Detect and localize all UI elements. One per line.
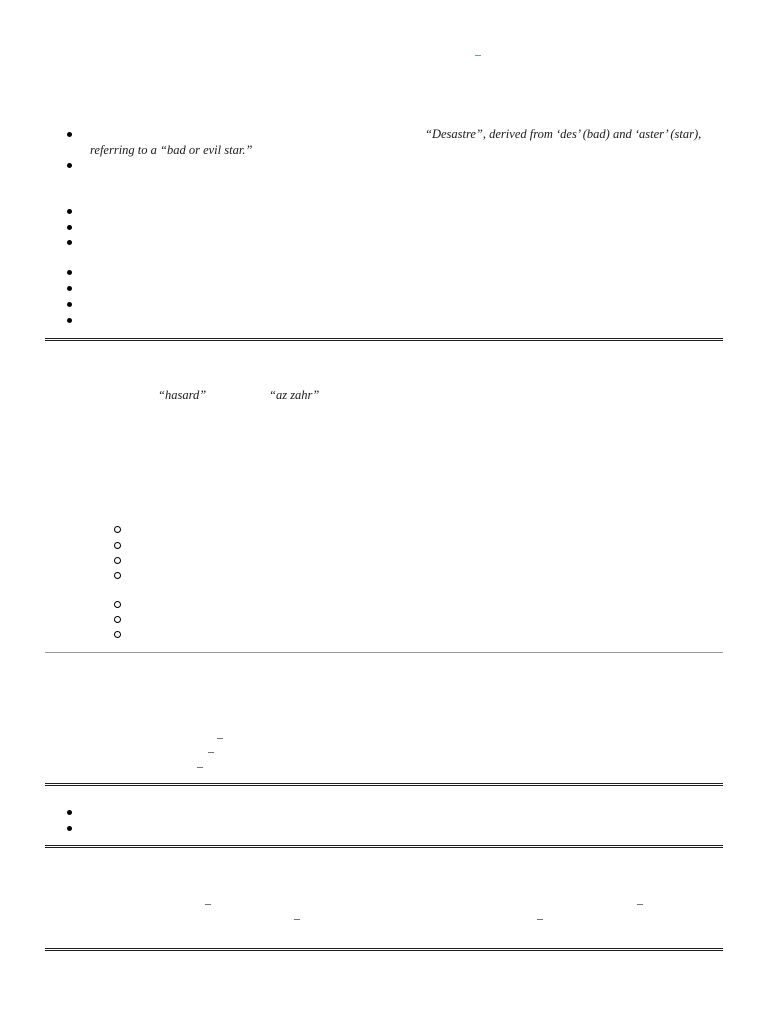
section-divider: [45, 948, 723, 951]
sub-bullet-marker: [114, 572, 121, 579]
bullet-marker: [67, 286, 72, 291]
dash-mark: –: [208, 744, 214, 758]
dash-mark: –: [294, 911, 300, 925]
dash-mark: –: [217, 730, 223, 744]
sub-bullet-marker: [114, 557, 121, 564]
dash-mark: –: [205, 896, 211, 910]
az-zahr-term: “az zahr”: [269, 388, 320, 402]
desastre-quote-line2: referring to a “bad or evil star.”: [90, 143, 253, 157]
bullet-marker: [67, 132, 72, 137]
sub-bullet-marker: [114, 526, 121, 533]
top-link-dash[interactable]: –: [475, 47, 481, 61]
bullet-marker: [67, 810, 72, 815]
bullet-marker: [67, 163, 72, 168]
hasard-term: “hasard”: [158, 388, 207, 402]
bullet-marker: [67, 209, 72, 214]
section-divider: [45, 652, 723, 653]
bullet-marker: [67, 826, 72, 831]
bullet-marker: [67, 240, 72, 245]
bullet-marker: [67, 225, 72, 230]
sub-bullet-marker: [114, 542, 121, 549]
section-divider: [45, 338, 723, 341]
desastre-quote-line1: “Desastre”, derived from ‘des’ (bad) and ‘aster’ (star),: [425, 127, 702, 141]
dash-mark: –: [537, 911, 543, 925]
bullet-marker: [67, 270, 72, 275]
bullet-marker: [67, 302, 72, 307]
section-divider: [45, 783, 723, 786]
sub-bullet-marker: [114, 601, 121, 608]
dash-mark: –: [637, 896, 643, 910]
dash-mark: –: [197, 759, 203, 773]
section-divider: [45, 845, 723, 848]
bullet-marker: [67, 318, 72, 323]
sub-bullet-marker: [114, 631, 121, 638]
sub-bullet-marker: [114, 616, 121, 623]
